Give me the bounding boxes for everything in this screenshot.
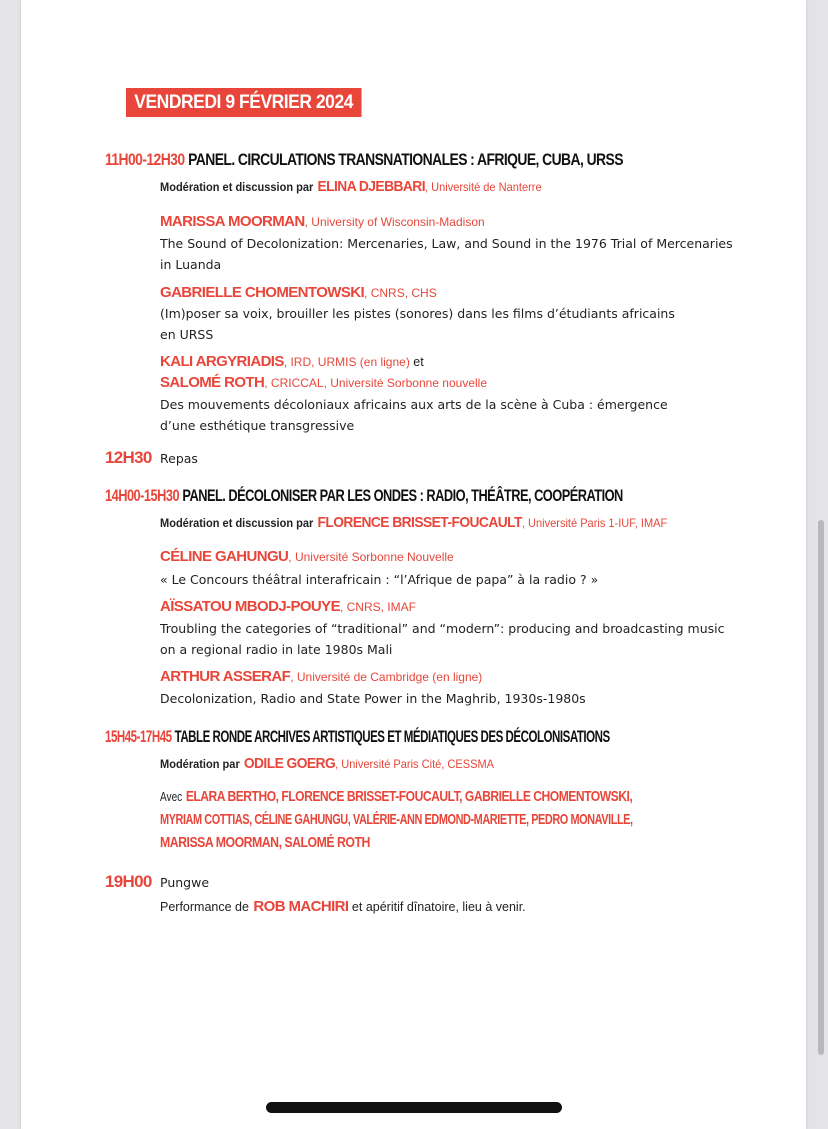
speaker-affiliation: , CNRS, IMAF <box>339 600 416 614</box>
speaker-list: ELARA BERTHO, FLORENCE BRISSET-FOUCAULT, GABRIELLE CHOMENTOWSKI, <box>185 788 633 805</box>
talk-title: The Sound of Decolonization: Mercenaries, Law, and Sound in the 1976 Trial of Mercenaries <box>160 236 733 251</box>
document-page <box>21 0 806 1129</box>
moderator-affiliation: , Université Paris 1-IUF, IMAF <box>521 516 668 530</box>
talk-title: Des mouvements décoloniaux africains aux arts de la scène à Cuba : émergence <box>160 397 668 412</box>
speaker-line <box>160 598 416 616</box>
moderator-name: ODILE GOERG <box>243 755 336 772</box>
session-time: 11H00-12H30 <box>105 150 185 169</box>
session-header <box>105 727 736 747</box>
speaker-name: GABRIELLE CHOMENTOWSKI <box>160 284 365 301</box>
speaker-line <box>160 213 485 231</box>
talk-title: on a regional radio in late 1980s Mali <box>160 642 393 657</box>
moderation-label: Modération et discussion par <box>160 516 314 530</box>
lunch-label: Repas <box>160 451 198 466</box>
moderation-line <box>160 755 523 773</box>
session-header <box>105 486 736 506</box>
speaker-line <box>160 374 487 392</box>
session-header <box>105 150 737 170</box>
moderation-label: Modération et discussion par <box>160 180 314 194</box>
scrollbar[interactable] <box>818 520 824 1055</box>
talk-title: d’une esthétique transgressive <box>160 418 355 433</box>
roundtable-speakers <box>160 788 736 806</box>
moderation-label: Modération par <box>160 757 240 771</box>
date-banner: VENDREDI 9 FÉVRIER 2024 <box>126 88 361 117</box>
speaker-name: CÉLINE GAHUNGU <box>160 548 289 565</box>
speaker-line <box>160 284 437 302</box>
roundtable-speakers <box>160 811 736 829</box>
speaker-name: ARTHUR ASSERAF <box>160 668 291 685</box>
speaker-name: MARISSA MOORMAN <box>160 213 305 230</box>
evening-time: 19H00 <box>105 872 152 891</box>
talk-title: Decolonization, Radio and State Power in the Maghrib, 1930s-1980s <box>160 691 586 706</box>
performance-suffix: et apéritif dînatoire, lieu à venir. <box>348 900 526 914</box>
performance-line <box>160 898 526 916</box>
talk-title: Troubling the categories of “traditional” and “modern”: producing and broadcasting music <box>160 621 725 636</box>
session-time: 15H45-17H45 <box>105 727 172 746</box>
speaker-list: MYRIAM COTTIAS, CÉLINE GAHUNGU, VALÉRIE-ANN EDMOND-MARIETTE, PEDRO MONAVILLE, <box>160 811 633 828</box>
moderation-line <box>160 514 711 532</box>
roundtable-speakers <box>160 834 416 852</box>
session-title: PANEL. CIRCULATIONS TRANSNATIONALES : AFRIQUE, CUBA, URSS <box>188 150 623 169</box>
speaker-affiliation: , Université de Cambridge (en ligne) <box>290 670 483 684</box>
talk-title: (Im)poser sa voix, brouiller les pistes (sonores) dans les films d’étudiants africains <box>160 306 675 321</box>
talk-title: en URSS <box>160 327 214 342</box>
speaker-name: SALOMÉ ROTH <box>160 374 265 391</box>
moderator-affiliation: , Université de Nanterre <box>425 180 542 194</box>
moderator-name: FLORENCE BRISSET-FOUCAULT <box>317 514 522 531</box>
performance-prefix: Performance de <box>160 900 249 914</box>
evening-label: Pungwe <box>160 875 210 890</box>
moderator-name: ELINA DJEBBARI <box>317 178 426 195</box>
session-title: PANEL. DÉCOLONISER PAR LES ONDES : RADIO, THÉÂTRE, COOPÉRATION <box>182 486 623 505</box>
session-time: 14H00-15H30 <box>105 486 180 505</box>
speaker-line <box>160 668 482 686</box>
speaker-affiliation: , CRICCAL, Université Sorbonne nouvelle <box>264 376 488 390</box>
speaker-affiliation: , IRD, URMIS (en ligne) <box>283 355 410 369</box>
speaker-line <box>160 353 424 371</box>
with-label: Avec <box>160 790 183 804</box>
moderator-affiliation: , Université Paris Cité, CESSMA <box>335 757 495 771</box>
performer-name: ROB MACHIRI <box>253 898 349 915</box>
speaker-name: AÏSSATOU MBODJ-POUYE <box>160 598 340 615</box>
lunch-time: 12H30 <box>105 448 152 467</box>
talk-title: in Luanda <box>160 257 222 272</box>
speaker-affiliation: , University of Wisconsin-Madison <box>304 215 485 229</box>
speaker-affiliation: , Université Sorbonne Nouvelle <box>288 550 454 564</box>
session-title: TABLE RONDE ARCHIVES ARTISTIQUES ET MÉDIATIQUES DES DÉCOLONISATIONS <box>174 727 610 746</box>
speaker-list: MARISSA MOORMAN, SALOMÉ ROTH <box>160 834 370 851</box>
speaker-affiliation: , CNRS, CHS <box>364 286 437 300</box>
speaker-name: KALI ARGYRIADIS <box>160 353 284 370</box>
talk-title: « Le Concours théâtral interafricain : “l’Afrique de papa” à la radio ? » <box>160 572 599 587</box>
joiner-text: et <box>409 355 424 369</box>
home-indicator[interactable] <box>266 1102 562 1113</box>
speaker-line <box>160 548 454 566</box>
moderation-line <box>160 178 575 196</box>
